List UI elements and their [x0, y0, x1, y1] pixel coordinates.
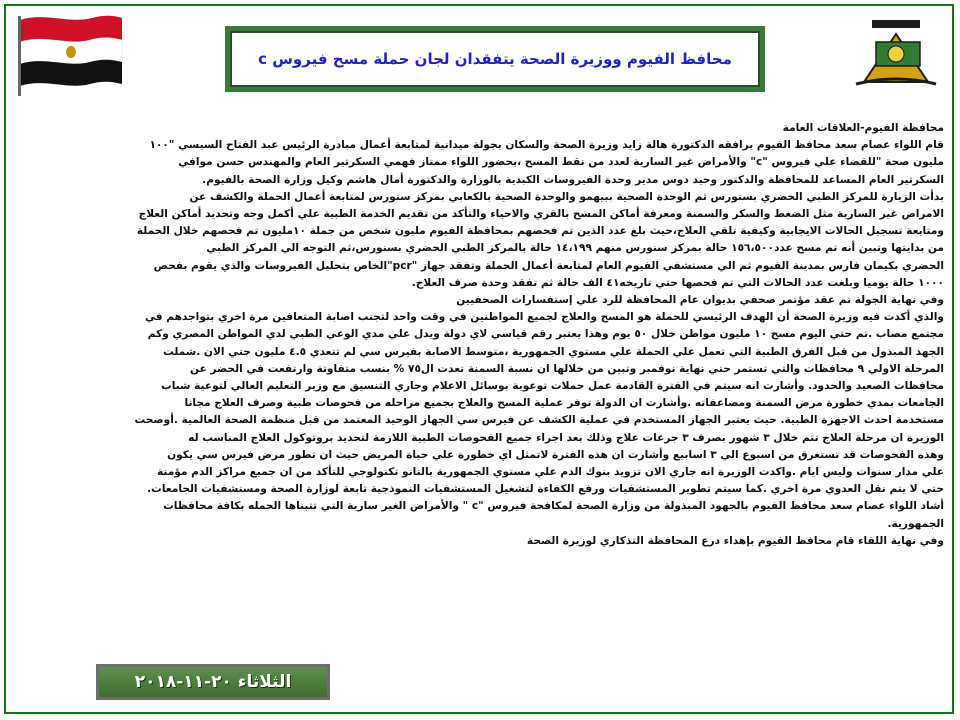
article-line: والذي أكدت فيه وزيرة الصحة أن الهدف الرئيسي للحملة هو المسح والعلاج لجميع المواطنين في وقت واحد لتجنب اصابة المتعافين مرة اخري بتواجدهم في	[144, 311, 944, 324]
article-line: الجمهورية.	[887, 517, 944, 530]
date-badge	[96, 664, 330, 700]
article-line: مليون صحة "للقضاء علي فيروس "c" والأمراض غير السارية لعدد من نقط المسح ،بحضور اللواء ممتاز فهمي السكرتير العام والمهندس حسن موافي	[178, 156, 944, 169]
fayoum-governorate-logo-icon	[846, 12, 946, 94]
article-line: حتي لا يتم نقل العدوي مرة اخري .كما سيتم تطوير المستشفيات ورفع الكفاءة لتشغيل المستشفيات النموذجية تابعة لوزارة الصحة ومستشفيات الجامعات.	[147, 483, 944, 496]
article-line: ومتابعة تسجيل الحالات الايجابية وكيفية تلقي العلاج،حيث بلغ عدد الذين تم فحصهم بمحافظة الفيوم مليون شخص من جملة ١٠مليون تم فحصهم خلال الحملة	[136, 225, 944, 238]
article-line: الجهد المبذول من قبل الفرق الطبية التي تعمل علي الحملة علي مستوي الجمهورية ،متوسط الاصابة بفيرس سي لم تتعدي ٤.٥ مليون حتي الان .شملت	[163, 345, 944, 358]
article-line: المرحلة الاولي ٩ محافظات والتي تستمر حتي نهاية نوفمبر وتبين من خلالها ان نسبة السمنة تعدت ال٧٥ % بنسب متفاوتة وارتفعت في الحضر عن	[189, 362, 944, 375]
article-line: محافظة الفيوم-العلاقات العامة	[782, 122, 944, 134]
date-text: الثلاثاء ٢٠-١١-٢٠١٨	[134, 672, 292, 692]
article-line: مجتمع مصاب .تم حتي اليوم مسح ١٠ مليون مواطن خلال ٥٠ يوم وهذا يعتبر رقم قياسي لاي دولة ويدل علي مدي الوعي الطبي لدي المواطن المصري وكم	[147, 328, 944, 341]
article-line: محافظات الصعيد والحدود. وأشارت انه سيتم في الفترة القادمة عمل حملات توعوية بوسائل الاعلام وجاري التنسيق مع وزير التعليم العالي لتوعية شباب	[161, 380, 944, 393]
article-line: من بدايتها وتبين أنه تم مسح عدد١٥٦،٥٠٠ حالة بمركز سنورس منهم ١٤،١٩٩ حالة بالمركز الطبي الحضري بسنورس،ثم التوجه الي المركز الطبي	[206, 242, 944, 255]
article-line: الوزيرة ان مرحلة العلاج تتم خلال ٣ شهور بصرف ٣ جرعات علاج وذلك بعد اجراء جميع الفحوصات الطبية اللازمة لتحديد بروتوكول العلاج المناسب له	[188, 431, 944, 444]
article-line: السكرتير العام المساعد للمحافظة والدكتور وحيد دوس مدير وحدة الفيروسات الكبدية بالوزارة والدكتورة أمال هاشم وكيل وزارة الصحة بالفيوم.	[202, 173, 944, 186]
article-line: مستخدمة احدث الاجهزة الطبية. حيث يعتبر الجهاز المستخدم في عملية الكشف عن فيرس سي الجهاز الوحيد المعتمد من قبل منظمة الصحة العالمية .أوضحت	[134, 414, 944, 427]
article-line: الحضري بكيمان فارس بمدينة الفيوم ثم الي مستشفي الفيوم العام لمتابعة أعمال الحملة وتفقد جهاز "pcr"الخاص بتحليل الفيروسات والذي يقوم بفحص	[153, 259, 944, 272]
article-line: وفي نهاية الجولة تم عقد مؤتمر صحفي بديوان عام المحافظة للرد علي إستفسارات الصحفيين	[456, 294, 944, 307]
article-line: بدأت الزيارة للمركز الطبي الحضري بسنورس ثم الوحدة الصحية ببيهمو والوحدة الصحية بالكعابي بمركز سنورس لمتابعة أعمال الحملة والكشف عن	[189, 190, 944, 203]
article-line: علي مدار سنوات وليس ايام .واكدت الوزيرة انه جاري الان تزويد بنوك الدم علي مستوي الجمهورية بالنانو تكنولوجي للتأكد من ان جميع مراكز الدم مؤمنة	[156, 466, 944, 479]
title-inner	[230, 31, 760, 87]
article-body	[14, 120, 944, 660]
article-line: الامراض غير السارية مثل الضغط والسكر والسمنة ومعرفة أماكن المسح بالقري والاحياء والتأكد من تقديم الخدمة الطبية علي أكمل وجه وتحديد أماكن العلاج	[138, 208, 944, 221]
title-box	[225, 26, 765, 92]
article-line: أشاد اللواء عصام سعد محافظ الفيوم بالجهود المبذولة من وزارة الصحة لمكافحة فيروس "c " والأمراض الغير سارية التي تتبناها الحمله بكافة محافظات	[163, 500, 944, 513]
page-title: محافظ الفيوم ووزيرة الصحة يتفقدان لجان حملة مسح فيروس c	[258, 50, 732, 68]
article-line: ١٠٠٠ حالة يوميا وبلغت عدد الحالات التي تم فحصها حتي تاريخه٤١ الف حالة ثم تفقد وحدة صرف العلاج.	[411, 276, 944, 289]
article-line: وهذه الفحوصات قد تستغرق من اسبوع الي ٣ اسابيع وأشارت ان هذه الفترة لاتمثل اي خطورة علي حياة المريض حيث ان تطور مرض فيرس سي يكون	[167, 448, 944, 461]
article-line: الجامعات بمدي خطورة مرض السمنة ومضاعفاته .وأشارت ان الدولة توفر عملية المسح والعلاج بجميع مراحله من فحوصات طبية وصرف العلاج مجانا	[184, 397, 944, 410]
article-line: وفي نهاية اللقاء قام محافظ الفيوم بإهداء درع المحافظة التذكاري لوزيرة الصحة	[526, 534, 944, 547]
egypt-flag-icon	[14, 10, 126, 98]
article-line: قام اللواء عصام سعد محافظ الفيوم يرافقه الدكتورة هالة زايد وزيرة الصحة والسكان بجولة ميدانية لمتابعة أعمال مبادرة الرئيس عبد الفتاح السيسي "١٠٠	[149, 139, 944, 152]
